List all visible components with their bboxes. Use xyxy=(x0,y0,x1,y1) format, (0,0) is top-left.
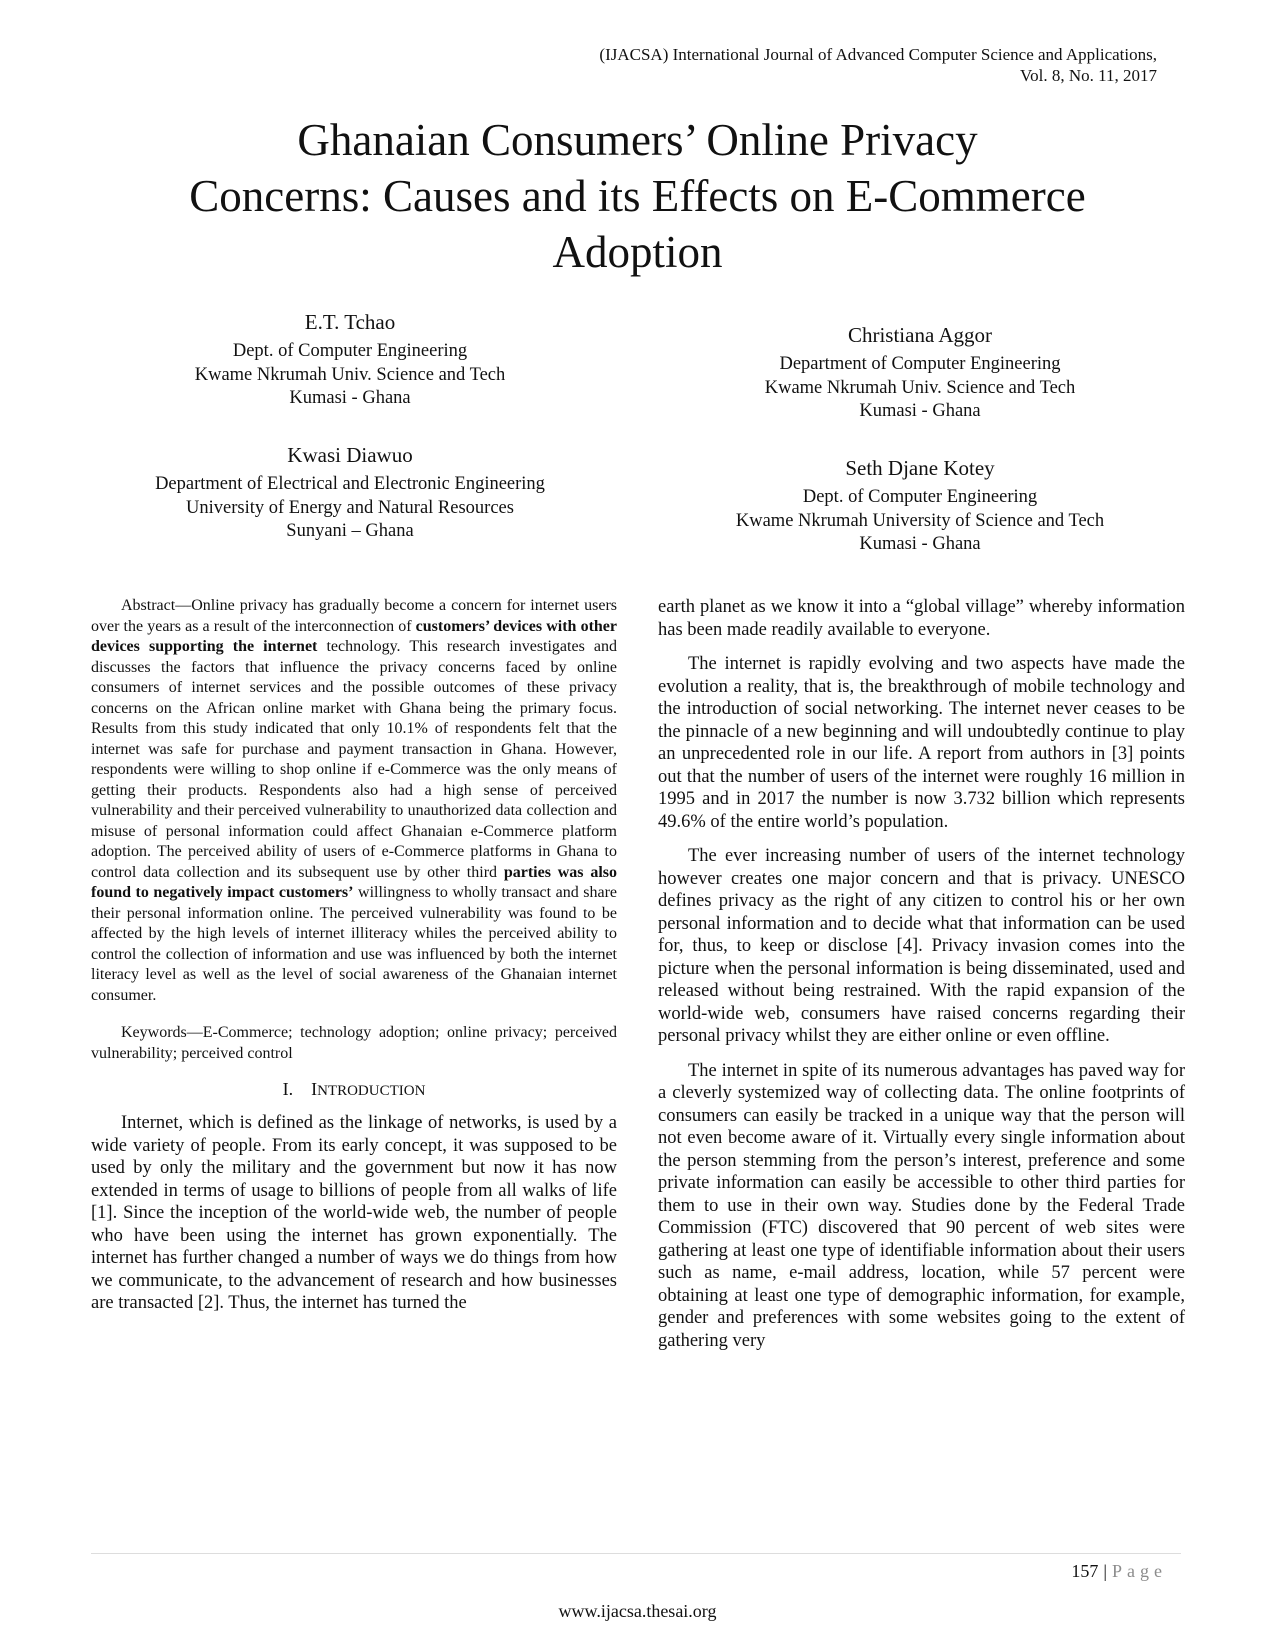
author-university: Kwame Nkrumah Univ. Science and Tech xyxy=(194,364,506,385)
author-department: Department of Computer Engineering xyxy=(779,354,1061,374)
author-name: Kwasi Diawuo xyxy=(287,443,413,467)
title-line-3: Adoption xyxy=(552,227,723,277)
page-number-value: 157 xyxy=(1071,1561,1099,1581)
author-department: Department of Electrical and Electronic Engineering xyxy=(155,474,545,494)
intro-paragraph: Internet, which is defined as the linkage of networks, is used by a wide variety of people. From its early concept, it was supposed to be used by only the military and the government but now it has now extended in terms of usage to billions of people from all walks of life [1]. Since the inception of the world-wide web, the number of people who have been using the internet has grown exponentially. The internet has further changed a number of ways we do things from how we communicate, to the advancement of research and how businesses are transacted [2]. Thus, the internet has turned the xyxy=(91,1113,617,1313)
author-location: Sunyani – Ghana xyxy=(286,521,414,541)
abstract-text-2: technology. This research investigates and discusses the factors that influence the privacy concerns faced by online consumers of internet services and the possible outcomes of these privacy concerns on the African online market with Ghana being the primary focus. Results from this study indicated that only 10.1% of respondents felt that the internet was safe for purchase and payment transaction in Ghana. However, respondents were willing to shop online if e-Commerce was the only means of getting their products. Respondents also had a high sense of perceived vulnerability and their perceived vulnerability to unauthorized data collection and misuse of personal information could affect Ghanaian e-Commerce platform adoption. The perceived ability of users of e-Commerce platforms in Ghana to control data collection and its subsequent use by other third xyxy=(91,638,617,881)
body-paragraph: The ever increasing number of users of the internet technology however creates one major concern and that is privacy. UNESCO defines privacy as the right of any citizen to control his or her own personal information and to decide what that information can be used for, thus, to keep or disclose [4]. Privacy invasion comes into the picture when the personal information is being disseminated, used and released without being restrained. With the rapid expansion of the world-wide web, consumers have raised concerns regarding their personal privacy whilst they are either online or even offline. xyxy=(658,846,1185,1046)
author-location: Kumasi - Ghana xyxy=(289,388,411,408)
author-block-diawuo xyxy=(100,442,600,544)
author-university: University of Energy and Natural Resources xyxy=(186,497,514,518)
author-department: Dept. of Computer Engineering xyxy=(232,341,468,361)
abstract-bold-2: parties was also found to negatively impact customers’ xyxy=(91,863,618,901)
author-university: Kwame Nkrumah Univ. Science and Tech xyxy=(764,377,1076,398)
section-heading-introduction xyxy=(91,1078,617,1102)
title-line-2: Concerns: Causes and its Effects on E-Commerce xyxy=(189,171,1086,221)
page-label: Page xyxy=(1112,1561,1167,1581)
abstract-bold-1: customers’ devices with other devices supporting the internet xyxy=(91,617,618,655)
section-title-initial: I xyxy=(311,1079,318,1099)
author-department: Dept. of Computer Engineering xyxy=(802,487,1038,507)
author-block-tchao xyxy=(100,309,600,411)
author-name: Seth Djane Kotey xyxy=(845,456,995,480)
page-number xyxy=(1071,1560,1167,1582)
body-paragraph: earth planet as we know it into a “global village” whereby information has been made readily available to everyone. xyxy=(658,597,1185,640)
author-block-aggor xyxy=(670,322,1170,424)
journal-volume: Vol. 8, No. 11, 2017 xyxy=(1020,66,1157,85)
journal-website: www.ijacsa.thesai.org xyxy=(558,1601,717,1621)
author-university: Kwame Nkrumah University of Science and Tech xyxy=(735,510,1105,531)
page-separator: | xyxy=(1103,1561,1107,1581)
abstract xyxy=(91,596,617,1006)
keywords: Keywords—E-Commerce; technology adoption; online privacy; perceived vulnerability; perceived control xyxy=(91,1024,617,1062)
author-name: E.T. Tchao xyxy=(304,310,396,334)
author-block-kotey xyxy=(670,455,1170,557)
section-title-rest: NTRODUCTION xyxy=(317,1083,426,1099)
abstract-text-3: willingness to wholly transact and share their personal information online. The perceived vulnerability was found to be affected by the high levels of internet illiteracy whiles the perceived ability to control the collection of information and use was influenced by both the internet literacy level as well as the level of social awareness of the Ghanaian internet consumer. xyxy=(91,884,618,1004)
section-number: I. xyxy=(282,1079,294,1099)
paper-title xyxy=(100,112,1175,280)
right-column xyxy=(658,596,1185,1364)
abstract-text-1: Abstract—Online privacy has gradually become a concern for internet users over the years as a result of the interconnection of xyxy=(91,597,617,635)
footer-divider xyxy=(91,1553,1181,1554)
journal-header xyxy=(599,44,1157,86)
title-line-1: Ghanaian Consumers’ Online Privacy xyxy=(297,115,978,165)
body-paragraph: The internet in spite of its numerous advantages has paved way for a cleverly systemized way of collecting data. The online footprints of consumers can easily be tracked in a unique way that the person will not even become aware of it. Virtually every single information about the person stemming from the person’s interest, preference and some private information can easily be accessible to other third parties for them to use in their own way. Studies done by the Federal Trade Commission (FTC) discovered that 90 percent of web sites were gathering at least one type of identifiable information about their users such as name, e-mail address, location, while 57 percent were obtaining at least one type of demographic information, for example, gender and preferences with some websites going to the extent of gathering very xyxy=(658,1060,1185,1351)
author-name: Christiana Aggor xyxy=(847,323,993,347)
journal-name: (IJACSA) International Journal of Advanced Computer Science and Applications, xyxy=(599,45,1157,64)
left-column xyxy=(91,596,617,1315)
body-paragraph: The internet is rapidly evolving and two aspects have made the evolution a reality, that is, the breakthrough of mobile technology and the introduction of social networking. The internet never ceases to be the pinnacle of a new beginning and will undoubtedly continue to play an unprecedented role in our life. A report from authors in [3] points out that the number of users of the internet were roughly 16 million in 1995 and in 2017 the number is now 3.732 billion which represents 49.6% of the entire world’s population. xyxy=(658,654,1185,832)
author-location: Kumasi - Ghana xyxy=(859,534,981,554)
author-location: Kumasi - Ghana xyxy=(859,401,981,421)
